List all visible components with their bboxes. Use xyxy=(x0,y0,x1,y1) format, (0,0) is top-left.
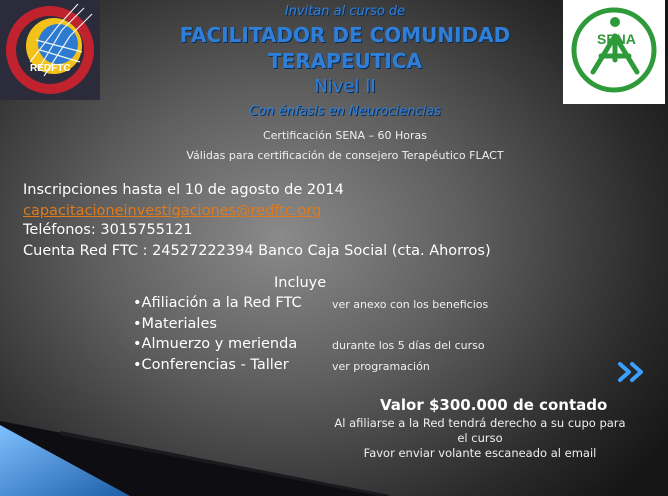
certification-line1: Certificación SENA – 60 Horas xyxy=(262,129,428,142)
course-level: Nivel II xyxy=(314,76,376,97)
include-note-affiliation: ver anexo con los beneficios xyxy=(332,298,489,311)
sena-logo xyxy=(563,0,665,104)
registration-deadline: Inscripciones hasta el 10 de agosto de 2014 xyxy=(23,182,344,198)
include-item-affiliation: •Afiliación a la Red FTC xyxy=(133,295,302,311)
svg-text:REDFTC: REDFTC xyxy=(30,63,71,74)
phone-numbers: Teléfonos: 3015755121 xyxy=(23,222,193,238)
affiliation-note: Al afiliarse a la Red tendrá derecho a su cupo para el curso xyxy=(334,416,626,445)
svg-text:SENA: SENA xyxy=(597,31,636,47)
next-slide-button[interactable] xyxy=(617,361,649,383)
invite-line: Invitan al curso de xyxy=(284,4,406,19)
course-title-line1: FACILITADOR DE COMUNIDAD xyxy=(179,23,511,47)
redftc-logo xyxy=(0,0,100,100)
include-note-conferences: ver programación xyxy=(332,360,430,373)
double-chevron-right-icon xyxy=(617,361,649,383)
bank-account: Cuenta Red FTC : 24527222394 Banco Caja Social (cta. Ahorros) xyxy=(23,243,491,259)
course-price: Valor $300.000 de contado xyxy=(380,396,608,414)
redftc-emblem xyxy=(0,0,100,100)
decorative-swoosh xyxy=(0,411,390,496)
email-link[interactable]: capacitacioneinvestigaciones@redftc.org xyxy=(23,203,322,219)
sena-emblem xyxy=(563,0,665,104)
course-title-line2: TERAPEUTICA xyxy=(268,49,422,73)
include-item-conferences: •Conferencias - Taller xyxy=(133,357,289,373)
certification-line2: Válidas para certificación de consejero Terapéutico FLACT xyxy=(186,149,504,162)
course-emphasis: Con énfasis en Neurociencias xyxy=(249,104,441,119)
includes-heading: Incluye xyxy=(274,275,327,291)
send-flyer-note: Favor enviar volante escaneado al email xyxy=(363,446,597,460)
include-item-meals: •Almuerzo y merienda xyxy=(133,336,298,352)
include-note-meals: durante los 5 días del curso xyxy=(332,339,485,352)
include-item-materials: •Materiales xyxy=(133,316,217,332)
